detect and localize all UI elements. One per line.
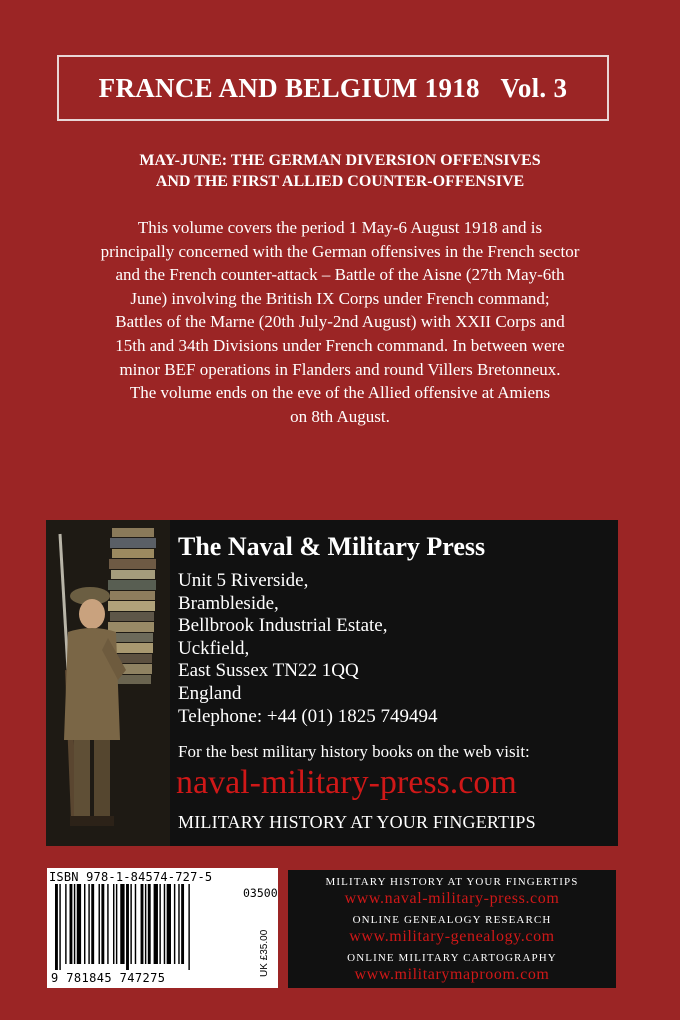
naval-military-press-link[interactable]: www.naval-military-press.com [344, 890, 560, 907]
address-line: Unit 5 Riverside, [178, 570, 309, 591]
description-line: The volume ends on the eve of the Allied offensive at Amiens [129, 383, 551, 403]
subtitle-line-2: AND THE FIRST ALLIED COUNTER-OFFENSIVE [155, 173, 525, 190]
military-genealogy-link[interactable]: www.military-genealogy.com [349, 928, 555, 945]
description-line: on 8th August. [290, 406, 390, 426]
address-line: Uckfield, [178, 637, 250, 659]
description-line: June) involving the British IX Corps under French command; [130, 288, 550, 308]
subtitle-line-1: MAY-JUNE: THE GERMAN DIVERSION OFFENSIVES [139, 152, 541, 169]
barcode-panel [47, 868, 278, 988]
ean-digits: 9 781845 747275 [51, 971, 166, 985]
description-line: 15th and 34th Divisions under French command. In between were [115, 335, 565, 355]
publisher-telephone: Telephone: +44 (01) 1825 749494 [178, 706, 438, 727]
ean-barcode-image [53, 884, 243, 970]
description-line: principally concerned with the German offensives in the French sector [100, 241, 580, 261]
description-line: minor BEF operations in Flanders and round Villers Bretonneux. [119, 359, 561, 379]
address-line: Brambleside, [178, 592, 279, 614]
military-maproom-link[interactable]: www.militarymaproom.com [354, 966, 550, 983]
address-line: Bellbrook Industrial Estate, [178, 615, 388, 636]
book-title: FRANCE AND BELGIUM 1918 Vol. 3 [98, 72, 568, 103]
price-code: 03500 [243, 886, 278, 900]
visit-prompt: For the best military history books on the web visit: [178, 742, 530, 761]
description-line: This volume covers the period 1 May-6 August 1918 and is [137, 218, 543, 237]
price-label: UK £35.00 [259, 929, 270, 977]
link-caption: MILITARY HISTORY AT YOUR FINGERTIPS [325, 876, 579, 888]
description-line: and the French counter-attack – Battle of the Aisne (27th May-6th [115, 265, 565, 285]
publisher-tagline: MILITARY HISTORY AT YOUR FINGERTIPS [178, 812, 536, 832]
soldier-with-books-illustration [46, 520, 170, 846]
isbn-label: ISBN 978-1-84574-727-5 [49, 870, 213, 884]
publisher-panel [46, 520, 618, 846]
publisher-name: The Naval & Military Press [178, 532, 486, 561]
publisher-address [178, 570, 387, 705]
address-line: England [178, 682, 242, 704]
publisher-website-link[interactable]: naval-military-press.com [176, 764, 517, 801]
description-line: Battles of the Marne (20th July-2nd August) with XXII Corps and [115, 312, 565, 332]
description [80, 216, 600, 428]
title-box [57, 55, 609, 121]
link-caption: ONLINE MILITARY CARTOGRAPHY [347, 952, 557, 964]
link-caption: ONLINE GENEALOGY RESEARCH [352, 914, 552, 926]
address-line: East Sussex TN22 1QQ [178, 660, 359, 681]
websites-panel [288, 870, 616, 988]
